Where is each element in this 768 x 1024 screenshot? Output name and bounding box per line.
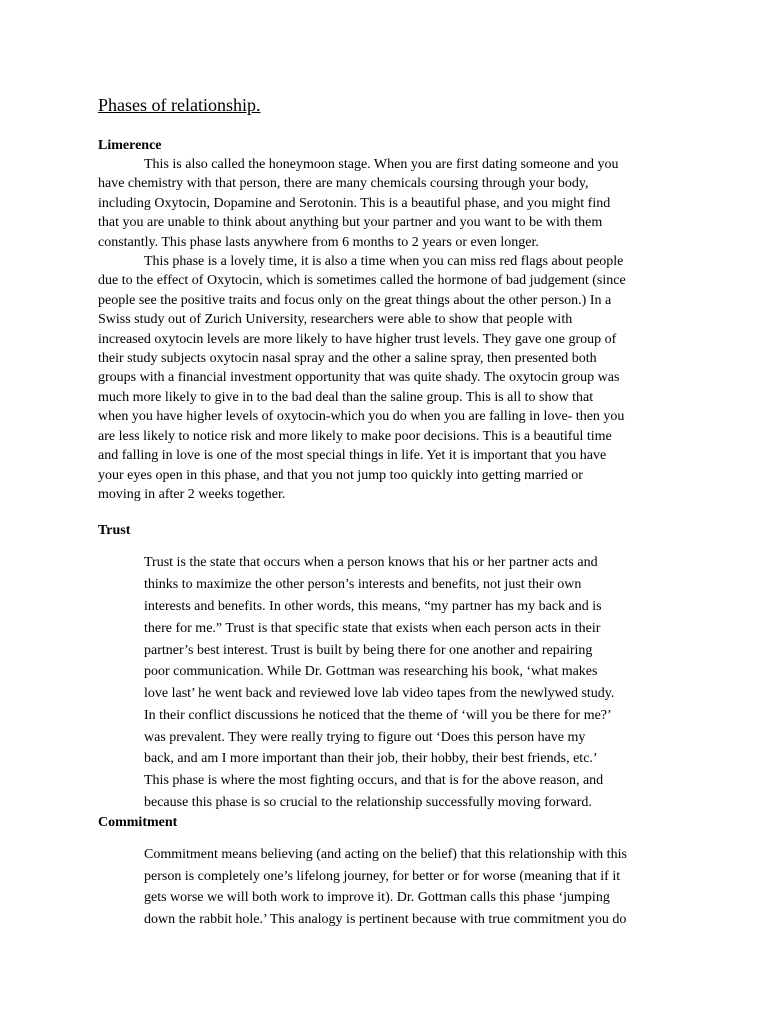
text-line: This phase is where the most fighting occurs, and that is for the above reason, and xyxy=(144,773,604,789)
text-line: much more likely to give in to the bad deal than the saline group. This is all to show that xyxy=(98,389,594,405)
text-line: increased oxytocin levels are more likely to have higher trust levels. They gave one group of xyxy=(98,331,617,347)
text-line: thinks to maximize the other person’s interests and benefits, not just their own xyxy=(144,577,582,593)
text-line: that you are unable to think about anything but your partner and you want to be with them xyxy=(98,215,603,231)
text-line: because this phase is so crucial to the relationship successfully moving forward. xyxy=(144,795,592,811)
paragraph-commitment-1 xyxy=(98,844,678,931)
text-line: person is completely one’s lifelong journey, for better or for worse (meaning that if it xyxy=(144,868,621,884)
text-line: due to the effect of Oxytocin, which is sometimes called the hormone of bad judgement (since xyxy=(98,273,626,289)
text-line: constantly. This phase lasts anywhere from 6 months to 2 years or even longer. xyxy=(98,234,539,250)
section-heading-commitment: Commitment xyxy=(98,814,178,830)
text-line: This is also called the honeymoon stage. When you are first dating someone and you xyxy=(144,157,619,172)
section-spacer xyxy=(98,504,678,522)
text-line: down the rabbit hole.’ This analogy is pertinent because with true commitment you do xyxy=(144,912,627,928)
text-line: people see the positive traits and focus only on the great things about the other person.) In a xyxy=(98,292,612,308)
text-line: moving in after 2 weeks together. xyxy=(98,486,286,502)
text-line: poor communication. While Dr. Gottman was researching his book, ‘what makes xyxy=(144,664,598,680)
text-line: have chemistry with that person, there are many chemicals coursing through your body, xyxy=(98,176,589,192)
text-line: Trust is the state that occurs when a person knows that his or her partner acts and xyxy=(144,555,598,571)
text-line: This phase is a lovely time, it is also a time when you can miss red flags about people xyxy=(144,254,624,270)
text-line: In their conflict discussions he noticed that the theme of ‘will you be there for me?’ xyxy=(144,707,612,723)
document-page xyxy=(98,93,678,931)
text-line: when you have higher levels of oxytocin-which you do when you are falling in love- then you xyxy=(98,409,625,425)
text-line: Commitment means believing (and acting on the belief) that this relationship with this xyxy=(144,846,627,862)
text-line: back, and am I more important than their job, their hobby, their best friends, etc.’ xyxy=(144,751,598,767)
paragraph-limerence-1 xyxy=(98,155,678,252)
text-line: interests and benefits. In other words, this means, “my partner has my back and is xyxy=(144,598,602,614)
text-line: was prevalent. They were really trying to figure out ‘Does this person have my xyxy=(144,729,586,745)
paragraph-limerence-2 xyxy=(98,252,678,504)
section-heading-trust: Trust xyxy=(98,523,131,539)
text-line: including Oxytocin, Dopamine and Serotonin. This is a beautiful phase, and you might find xyxy=(98,195,611,211)
text-line: their study subjects oxytocin nasal spray and the other a saline spray, then presented both xyxy=(98,351,597,367)
text-line: partner’s best interest. Trust is built by being there for one another and repairing xyxy=(144,642,593,658)
paragraph-trust-1 xyxy=(98,552,678,814)
section-spacer xyxy=(98,540,678,552)
section-heading-limerence: Limerence xyxy=(98,138,162,153)
section-spacer xyxy=(98,832,678,844)
text-line: Swiss study out of Zurich University, researchers were able to show that people with xyxy=(98,312,573,328)
text-line: are less likely to notice risk and more likely to make poor decisions. This is a beautiful time xyxy=(98,428,612,444)
text-line: and falling in love is one of the most special things in life. Yet it is important that you have xyxy=(98,448,607,464)
text-line: love last’ he went back and reviewed love lab video tapes from the newlywed study. xyxy=(144,686,615,702)
text-line: gets worse we will both work to improve it). Dr. Gottman calls this phase ‘jumping xyxy=(144,890,610,906)
document-title: Phases of relationship. xyxy=(98,95,261,115)
text-line: groups with a financial investment opportunity that was quite shady. The oxytocin group was xyxy=(98,370,620,386)
text-line: there for me.” Trust is that specific state that exists when each person acts in their xyxy=(144,620,601,636)
text-line: your eyes open in this phase, and that you not jump too quickly into getting married or xyxy=(98,467,583,483)
